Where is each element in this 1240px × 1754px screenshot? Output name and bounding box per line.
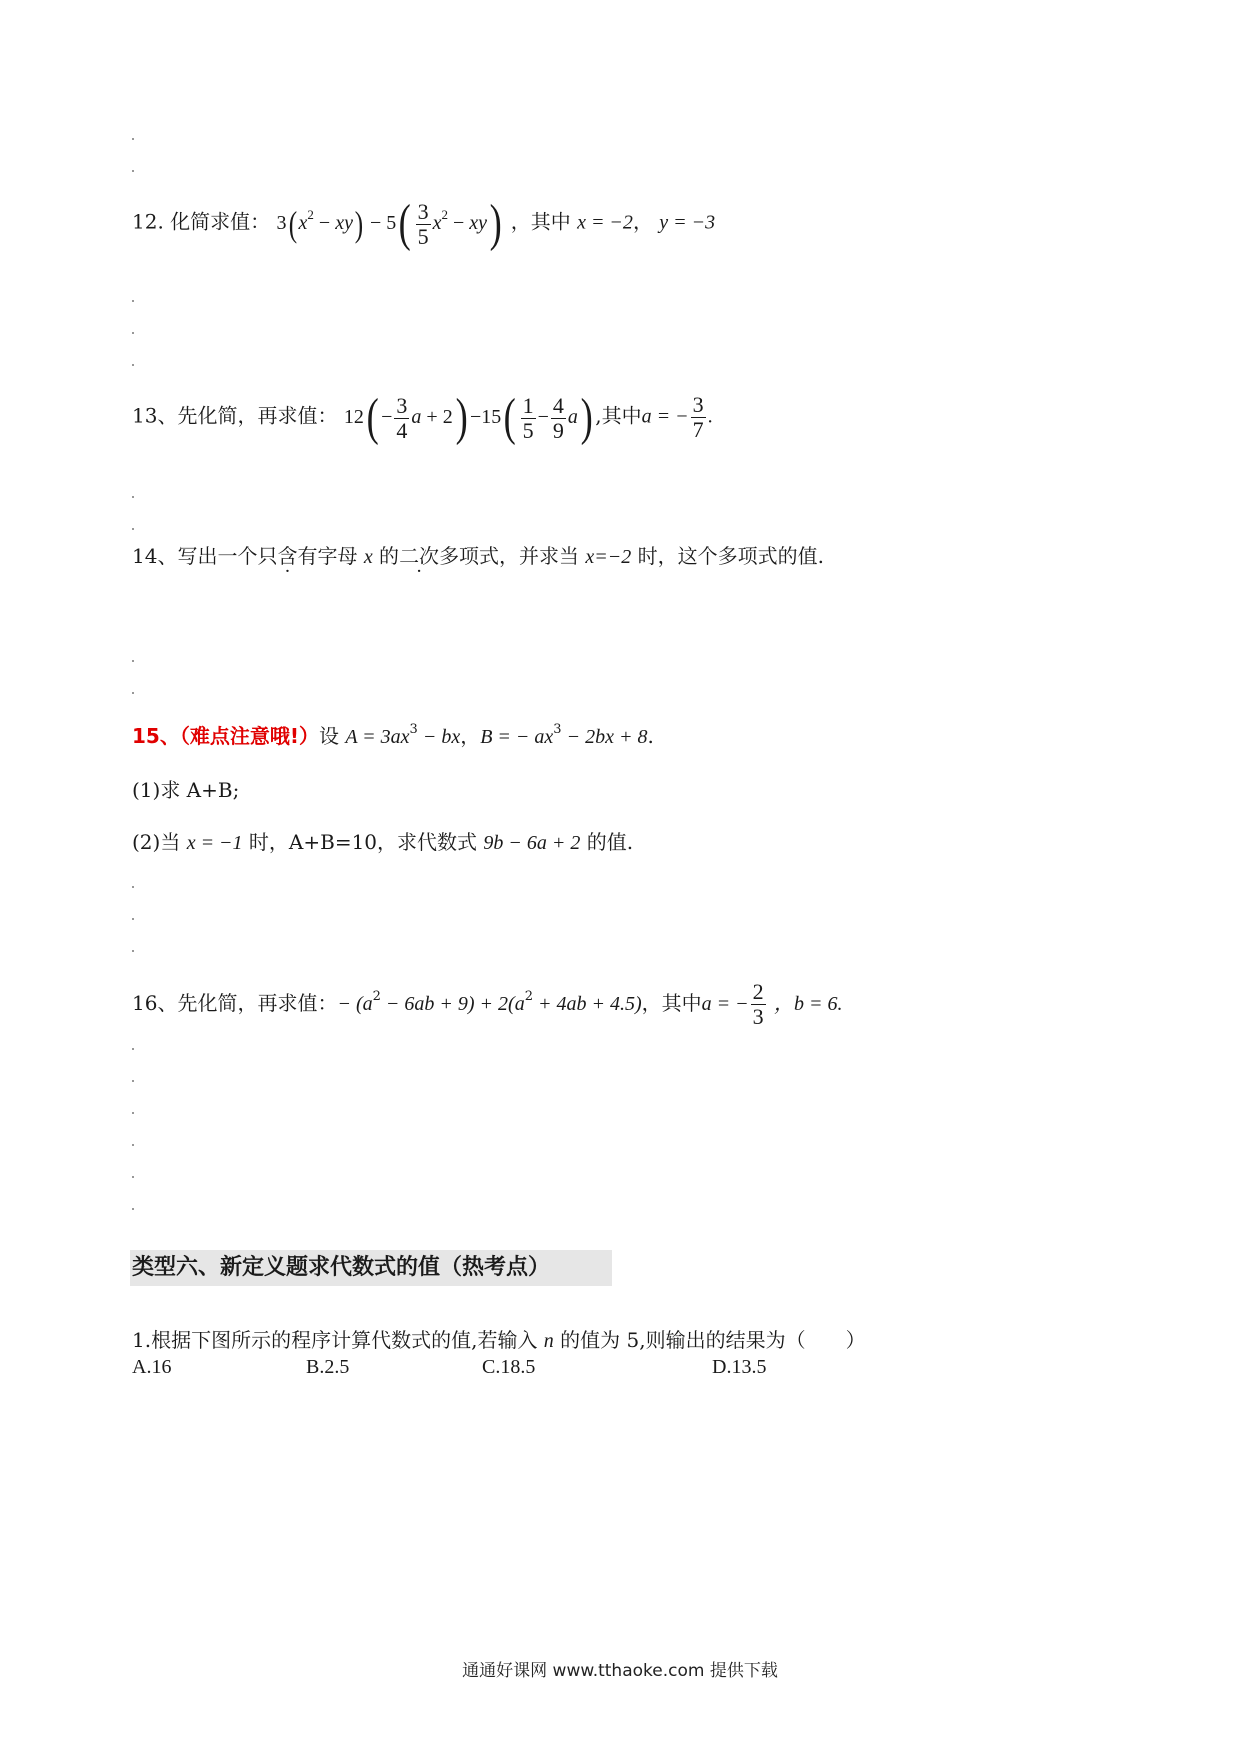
q15-expr-a: A = 3ax	[345, 726, 410, 748]
q12-label: 12.	[132, 209, 164, 234]
section-heading: 类型六、新定义题求代数式的值（热考点）	[130, 1250, 612, 1286]
q14-text: 写出一个	[177, 544, 258, 568]
q12-prefix: 化简求值：	[170, 209, 271, 234]
mc-option-c: C.18.5	[482, 1356, 536, 1378]
q13-expression: 12( − $\frac{3}{4}$ a + 2) −15( $\frac{1}{5}$ − $\frac{4}{9}$ a)	[343, 389, 593, 446]
q15-text: 设	[318, 724, 346, 748]
margin-mark	[132, 692, 134, 694]
q13-condition-lead: ,其中	[595, 403, 642, 428]
q15-expr-b-rest: − 2bx + 8	[561, 726, 648, 748]
q16-prefix: 先化简，再求值：	[177, 991, 338, 1015]
q13-a-fraction: $\frac{3}{7}$	[692, 391, 704, 442]
q16-label: 16、	[132, 991, 178, 1015]
q15-part2-text: (2)当	[132, 830, 187, 854]
question-15: 15、（难点注意哦!）设 $A = 3ax^3$ − bx，B = − $ax^3 - 2bx + 8$.	[132, 722, 654, 748]
q14-text: 字母	[317, 544, 364, 568]
q15-expr-a-rest: − bx	[417, 726, 461, 748]
footer-credit: 通通好课网 www.tthaoke.com 提供下载	[462, 1661, 778, 1681]
q16-expr: + 4ab + 4.5)	[532, 993, 642, 1015]
mc-option-b: B.2.5	[306, 1356, 350, 1378]
mc-variable: n	[543, 1330, 554, 1352]
q16-expr: − 6ab + 9) + 2(a	[380, 993, 525, 1015]
margin-mark	[132, 364, 134, 366]
margin-mark	[132, 1112, 134, 1114]
q14-text: 的	[372, 544, 400, 568]
margin-mark	[132, 1048, 134, 1050]
q15-part2-expr: 9b − 6a + 2	[483, 832, 581, 854]
margin-mark	[132, 886, 134, 888]
q15-part2-x: x = −1	[186, 832, 243, 854]
margin-mark	[132, 918, 134, 920]
q14-emphasis-only-contains: 只含有	[257, 544, 318, 568]
q12-expression: $3(x^2 - xy) - 5$( $\frac{3}{5}$ $x^2 - xy$)	[276, 195, 502, 252]
margin-mark	[132, 950, 134, 952]
q14-variable: x	[363, 546, 373, 568]
question-13: 13、先化简，再求值： 12( − $\frac{3}{4}$ a + 2) −15( $\frac{1}{5}$ − $\frac{4}{9}$ a) ,其中a = − $\frac{3}{7}$ .	[132, 389, 713, 446]
q13-label: 13、	[132, 403, 178, 428]
q12-sep: ，	[632, 209, 653, 234]
q16-a-value: a = −	[701, 993, 749, 1015]
question-14	[132, 540, 824, 569]
q12-x-value: x = −2	[577, 211, 633, 234]
margin-mark	[132, 660, 134, 662]
q15-part2-text: 时，A+B=10，求代数式	[242, 830, 484, 854]
margin-mark	[132, 1144, 134, 1146]
q14-text: 时，这个多项式的值.	[631, 544, 825, 568]
margin-mark	[132, 1080, 134, 1082]
mc-question-text: 1.根据下图所示的程序计算代数式的值,若输入	[132, 1328, 544, 1352]
q12-y-value: y = −3	[659, 211, 716, 234]
margin-mark	[132, 1208, 134, 1210]
q13-a-value: a = −	[641, 405, 689, 428]
mc-question-text: 的值为 5,则输出的结果为（ ）	[553, 1328, 866, 1352]
q15-part-2	[132, 826, 633, 855]
margin-mark	[132, 138, 134, 140]
mc-option-d: D.13.5	[712, 1356, 767, 1378]
q14-condition: x=−2	[585, 546, 632, 568]
q15-part2-text: 的值.	[580, 830, 634, 854]
margin-mark	[132, 1176, 134, 1178]
margin-mark	[132, 332, 134, 334]
q16-condition-lead: ，其中	[641, 991, 702, 1015]
question-16: 16、先化简，再求值：− $(a^2 - 6ab + 9) + 2(a^2 + 4ab + 4.5)$，其中a = − $\frac{2}{3}$ ，b = 6.	[132, 979, 843, 1029]
q12-condition-lead: ，其中	[510, 209, 571, 234]
question-12	[132, 195, 716, 252]
q15-expr-b: B = − ax	[480, 726, 554, 748]
q14-text: 多项式，并求当	[439, 544, 586, 568]
margin-mark	[132, 170, 134, 172]
q15-sep: ，	[460, 724, 481, 748]
q13-prefix: 先化简，再求值：	[177, 403, 338, 428]
mc-question	[132, 1324, 866, 1353]
margin-mark	[132, 300, 134, 302]
margin-mark	[132, 496, 134, 498]
margin-mark	[132, 528, 134, 530]
q14-label: 14、	[132, 544, 178, 568]
mc-option-a: A.16	[132, 1356, 172, 1378]
q16-a-fraction: $\frac{2}{3}$	[752, 979, 764, 1029]
q15-end: .	[647, 724, 654, 748]
q16-b-value: ，b = 6.	[774, 993, 843, 1015]
q14-emphasis-quadratic: 二次	[399, 544, 440, 568]
q15-part-1: (1)求 A+B;	[132, 778, 240, 802]
q15-label: 15、（难点注意哦!）	[132, 724, 319, 748]
q16-expr: − (a	[337, 993, 373, 1015]
